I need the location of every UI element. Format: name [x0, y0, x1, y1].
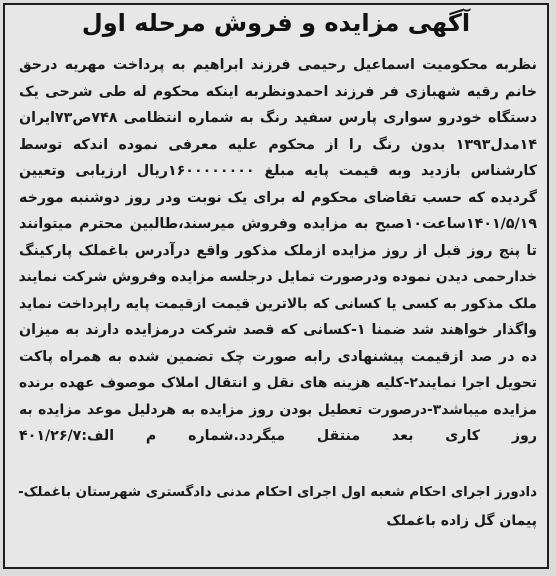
notice-line: گردیده که حسب تقاضای محکوم له برای یک نوبت ودر روز دوشنبه مورخه [19, 189, 537, 206]
notice-line: ده در صد ازقیمت پیشنهادی رابه صورت چک تضمین شده به همراه پاکت [19, 348, 537, 365]
notice-signature [15, 479, 537, 535]
notice-line: ۱۴۰۱/۵/۱۹ساعت۱۰صبح به مزایده وفروش میرسند،طالبین محترم میتوانند [19, 216, 537, 232]
notice-line: نظربه محکومیت اسماعیل رحیمی فرزند ابراهیم به پرداخت مهریه درحق [19, 57, 537, 73]
notice-line: کارشناس بازدید وبه قیمت پایه مبلغ ۱۶۰۰۰۰۰۰۰۰ریال ارزیابی وتعیین [19, 163, 537, 179]
notice-body [19, 52, 537, 450]
notice-line: تحویل اجرا نمایند۲-کلیه هزینه های نقل و انتقال املاک موصوف عهده برنده [19, 375, 537, 391]
notice-line: خدارحمی دیدن نموده ودرصورت تمایل درجلسه مزایده وفروش شرکت نمایند [19, 269, 537, 285]
signature-line-officer: دادورز اجرای احکام شعبه اول اجرای احکام مدنی دادگستری شهرستان باغملک- [18, 485, 537, 500]
notice-line: واگذار خواهند شد ضمنا ۱-کسانی که قصد شرکت درمزایده دارند به میزان [19, 322, 537, 338]
notice-frame [3, 3, 549, 569]
notice-title: آگهی مزایده و فروش مرحله اول [81, 9, 471, 37]
notice-line: ۱۴مدل۱۳۹۳ بدون رنگ را از محکوم علیه معرفی نموده اندکه توسط [19, 136, 537, 153]
notice-line: خانم رقیه شهبازی فر فرزند احمدونظربه اینکه محکوم له طی شرحی یک [19, 83, 537, 100]
notice-line: دستگاه خودرو سواری پارس سفید رنگ به شماره انتظامی ۷۴۸ص۷۳ایران [19, 110, 537, 126]
signature-line-name: پیمان گل زاده باغملک [386, 513, 537, 529]
notice-line: مزایده میباشد۳-درصورت تعطیل بودن روز مزایده به هردلیل موعد مزایده به [19, 401, 537, 418]
notice-line: تا پنج روز قبل از روز مزایده ازملک مذکور واقع درآدرس باغملک پارکینگ [19, 242, 537, 259]
notice-line: ملک مذکور به کسی یا کسانی که بالاترین قیمت ازقیمت پایه راپرداخت نماید [19, 295, 537, 312]
notice-line: روز کاری بعد منتقل میگردد.شماره م الف:۴۰۱/۲۶/۷ [19, 428, 537, 444]
